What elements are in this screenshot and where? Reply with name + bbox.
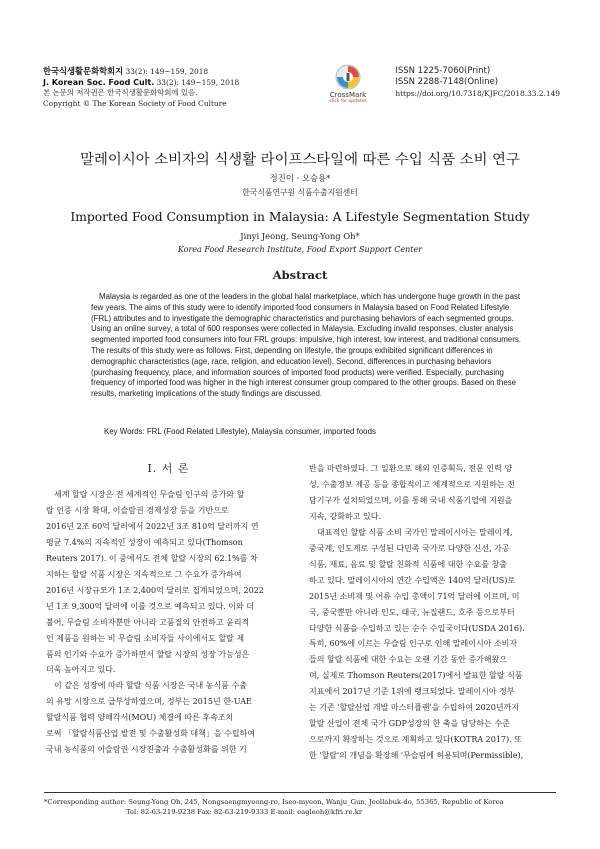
crossmark-label: CrossMark <box>329 91 367 99</box>
abstract-line: (purchasing frequency, place, and information sources of imported food products) were verified. Especially, purchasing <box>91 367 504 377</box>
abstract-line: The results of this study were as follows. First, depending on lifestyle, the groups exhibited significant differences in <box>91 345 493 355</box>
body-line: 로써 「할랄식품산업 발전 및 수출활성화 대책」을 수립하여 <box>46 729 255 739</box>
affiliation-ko: 한국식품연구원 식품수출지원센터 <box>242 188 358 197</box>
body-line: 의 유망 시장으로 급부상하였으며, 정부는 2015년 한-UAE <box>46 697 252 707</box>
body-line: 으로까지 확장하는 것으로 계획하고 있다(KOTRA 2017). 또 <box>309 735 522 745</box>
body-line: 며, 실제로 Thomson Reuters(2017)에서 발표한 할랄 식품 <box>309 671 523 681</box>
issn-block <box>395 66 560 99</box>
keywords: Key Words: FRL (Food Related Lifestyle), Malaysia consumer, imported foods <box>104 427 376 436</box>
copyright-notice-ko: 본 논문의 저작권은 한국식생활문화학회에 있음. <box>43 88 198 97</box>
body-line: 대표적인 할랄 식품 소비 국가인 말레이시아는 말레이계, <box>317 527 513 537</box>
journal-name-ko: 한국식생활문화학회지 <box>43 66 124 76</box>
body-line: 반을 마련하였다. 그 일환으로 해외 인증획득, 전문 인력 양 <box>309 464 513 473</box>
body-line: 중국계, 인도계로 구성된 다민족 국가로 다양한 신선, 가공 <box>309 543 510 553</box>
authors-en: Jinyi Jeong, Seung-Yong Oh* <box>240 231 360 241</box>
body-line: 식품, 재료, 음료 및 할랄 친화적 식품에 대한 수요를 창출 <box>309 559 507 569</box>
issn-print: ISSN 1225-7060(Print) <box>395 66 491 76</box>
doi-link[interactable]: https://doi.org/10.7318/KJFC/2018.33.2.149 <box>395 89 560 98</box>
body-line: 성, 수출정보 제공 등을 종합적이고 체계적으로 지원하는 전 <box>309 479 515 489</box>
body-line: 국, 중국뿐만 아니라 인도, 태국, 뉴질랜드, 호주 등으로부터 <box>309 607 515 617</box>
footnote <box>44 798 504 817</box>
body-line: 더욱 높아지고 있다. <box>46 665 116 675</box>
body-line: 년 1조 9,300억 달러에 이를 것으로 예측되고 있다. 이와 더 <box>46 601 254 611</box>
crossmark-icon <box>335 64 361 90</box>
body-line: 지속, 강화하고 있다. <box>309 511 381 521</box>
right-column <box>309 461 560 764</box>
body-line: 지하는 할랄 식품 시장은 지속적으로 그 수요가 증가하여 <box>46 569 242 579</box>
title-ko: 말레이시아 소비자의 식생활 라이프스타일에 따른 수입 식품 소비 연구 <box>80 152 520 168</box>
body-line: 한 '할랄'의 개념을 확장해 '무슬림에 허용되며(Permissible), <box>309 751 524 761</box>
authors-ko: 정진이 · 오승용* <box>269 173 331 183</box>
abstract-body <box>91 292 521 400</box>
body-line: 이 같은 성장에 따라 할랄 식품 시장은 국내 농식품 수출 <box>54 681 247 691</box>
copyright-line: Copyright © The Korean Society of Food Culture <box>43 98 227 108</box>
abstract-line: (FRL) attributes and to investigate the demographic characteristics and purchasing behaviors of each segmented groups. <box>91 313 514 323</box>
footnote-divider <box>44 792 556 793</box>
journal-ko-pages: 33(2): 149~159, 2018 <box>123 67 209 76</box>
body-line: 는 기존 '할랄산업 개발 마스터플랜'을 수립하여 2020년까지 <box>309 703 520 713</box>
body-line: 특히, 60%에 이르는 무슬림 인구로 인해 말레이시아 소비자 <box>309 639 518 649</box>
abstract-heading: Abstract <box>272 268 328 282</box>
body-line: 국내 농식품의 이슬람권 시장진출과 수출활성화를 위한 기 <box>46 745 247 755</box>
crossmark-badge[interactable] <box>326 64 370 104</box>
abstract-line: Using an online survey, a total of 600 responses were collected in Malaysia. Excluding invalid responses, cluster analysis <box>91 324 514 334</box>
body-line: 랄 인증 시장 확대, 이슬람권 경제성장 등을 기반으로 <box>46 505 229 515</box>
abstract-line: frequency of imported food was higher in the high interest consumer group compared to the other groups. Based on these <box>91 378 517 388</box>
body-line: 할랄식품 협력 양해각서(MOU) 체결에 따른 후속조치 <box>46 713 234 723</box>
left-column <box>46 487 294 758</box>
body-line: 담기구가 설치되었으며, 이를 통해 국내 식품기업에 지원을 <box>309 495 513 505</box>
body-line: 2016년 2조 60억 달러에서 2022년 3조 810억 달러까지 연 <box>46 521 259 531</box>
journal-header <box>43 66 239 109</box>
body-line: 평균 7.4%의 지속적인 성장이 예측되고 있다(Thomson <box>46 537 243 547</box>
crossmark-sub: click for updates <box>329 99 367 104</box>
footnote-line-1: *Corresponding author: Seung-Yong Oh, 245, Nongsaengmyeong-ro, Iseo-myeon, Wanju_Gun, Jeollabuk-do, 55365, Republic of Korea <box>44 798 504 806</box>
section-heading: Ⅰ. 서 론 <box>147 462 190 475</box>
body-line: 지표에서 2017년 기준 1위에 랭크되었다. 말레이시아 정부 <box>309 687 515 697</box>
title-en: Imported Food Consumption in Malaysia: A Lifestyle Segmentation Study <box>70 210 530 224</box>
body-line: Reuters 2017). 이 중에서도 전체 할랄 시장의 62.1%를 차 <box>46 553 258 563</box>
affiliation-en: Korea Food Research Institute, Food Export Support Center <box>177 245 423 254</box>
body-line: 품의 인기와 수요가 증가하면서 할랄 시장의 성장 가능성은 <box>46 649 250 659</box>
body-line: 하고 있다. 말레이시아의 연간 수입액은 140억 달러(US)로 <box>309 575 516 585</box>
journal-en-pages: 33(2): 149~159, 2018 <box>154 77 240 87</box>
body-line: 세계 할랄 시장은 전 세계적인 무슬림 인구의 증가와 할 <box>54 490 245 499</box>
body-line: 다양한 식품을 수입하고 있는 순수 수입국이다(USDA 2016). <box>309 623 525 633</box>
body-line: 2015년 소비재 및 어류 수입 총액이 71억 달러에 이르며, 미 <box>309 591 520 601</box>
body-line: 2016년 시장규모가 1조 2,400억 달러로 집계되었으며, 2022 <box>46 585 264 595</box>
issn-online: ISSN 2288-7148(Online) <box>395 77 499 87</box>
journal-name-en: J. Korean Soc. Food Cult. <box>43 77 155 87</box>
body-line: 할랄 산업이 전체 국가 GDP성장의 한 축을 담당하는 수준 <box>309 719 510 729</box>
body-line: 불어, 무슬림 소비자뿐만 아니라 고품질의 안전하고 윤리적 <box>46 617 250 627</box>
abstract-line: demographic characteristics (age, race, religion, and education level). Second, differences in purchasing behaviors <box>91 356 492 366</box>
abstract-line: few years. The aims of this study were to identify imported food consumers in Malaysia based on Food Related Lifestyle <box>91 302 510 312</box>
abstract-line: results, marketing implications of the study findings are discussed. <box>91 389 323 399</box>
abstract-line: segmented imported food consumers into four FRL groups: impulsive, high interest, low interest, and traditional consumers. <box>91 335 521 345</box>
abstract-line: Malaysia is regarded as one of the leaders in the global halal marketplace, which has undergone huge growth in the past <box>99 292 521 301</box>
footnote-line-2: Tel: 82-63-219-9238 Fax: 82-63-219-9333 E-mail: eagleoh@kfri.re.kr <box>126 807 363 816</box>
body-line: 들의 할랄 식품에 대한 수요는 오랜 기간 동안 증가해왔으 <box>309 655 508 665</box>
body-line: 인 제품을 원하는 비 무슬림 소비자들 사이에서도 할랄 제 <box>46 633 245 643</box>
